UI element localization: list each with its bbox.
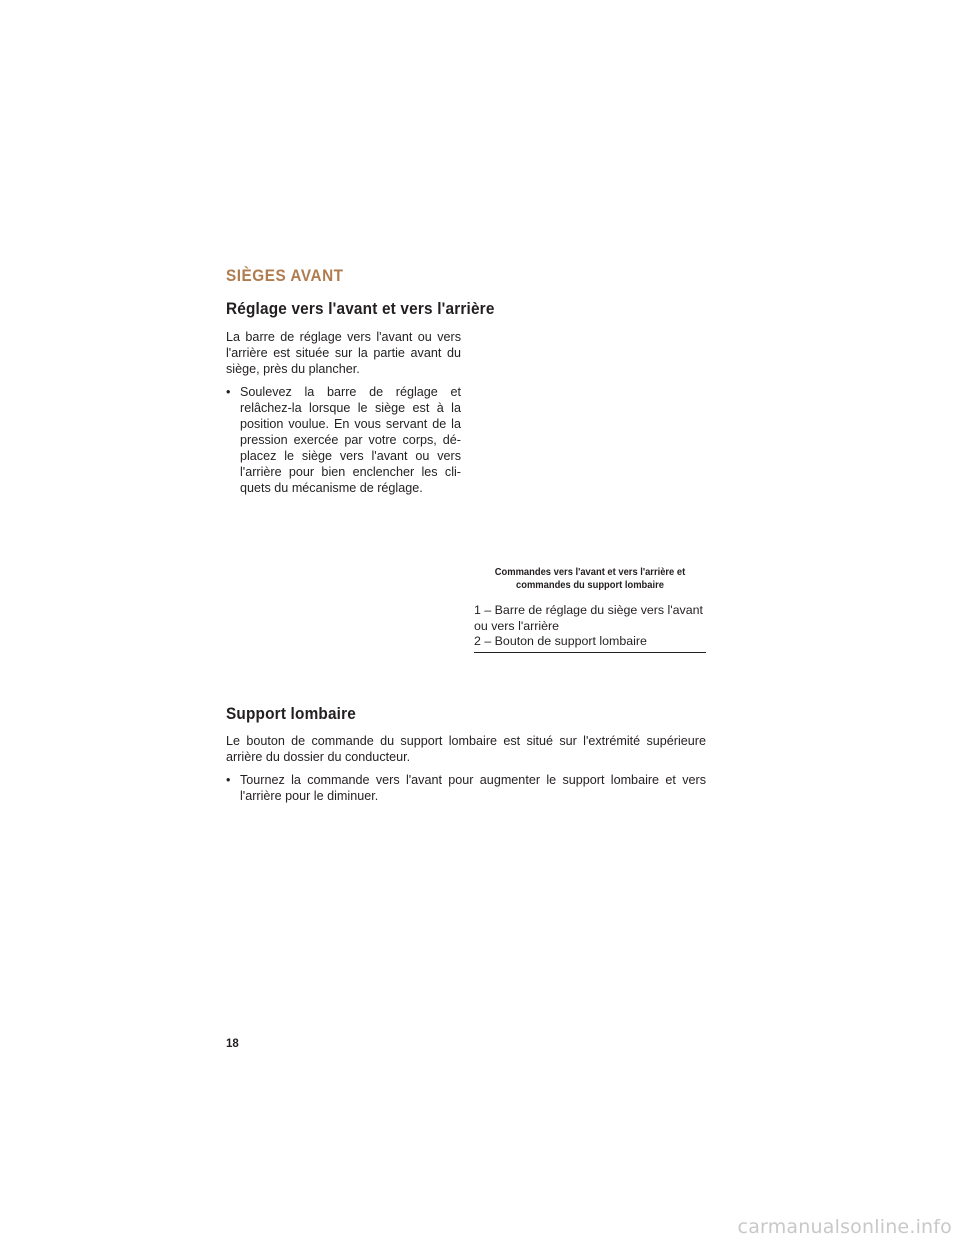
- page-number: 18: [226, 1038, 239, 1050]
- fore-aft-body: [226, 329, 461, 496]
- legend-divider: [474, 652, 706, 653]
- figure-caption: Commandes vers l'avant et vers l'arrière et commandes du support lombaire: [494, 567, 686, 591]
- legend-item-2: 2 – Bouton de support lombaire: [474, 634, 647, 648]
- lumbar-bullet: [226, 772, 706, 804]
- fore-aft-bullet: [226, 384, 461, 496]
- lumbar-bullet-text: Tournez la commande vers l'avant pour augmenter le support lombaire et vers l'arrière pour le diminuer.: [240, 773, 706, 803]
- fore-aft-heading: Réglage vers l'avant et vers l'arrière: [226, 300, 495, 318]
- figure-legend: [474, 603, 706, 650]
- bullet-mark: •: [226, 773, 231, 787]
- bullet-mark: •: [226, 385, 231, 399]
- fore-aft-bullet-text: Soulevez la barre de réglage et relâchez-la lorsque le siège est à la position voulue. En vous servant de la pression exercée par votre corps, dé-placez le siège vers l'avant ou vers l'arrière pour bien enclencher les cli-quets du mécanisme de réglage.: [240, 385, 461, 495]
- lumbar-heading: Support lombaire: [226, 705, 357, 723]
- fore-aft-intro: La barre de réglage vers l'avant ou vers l'arrière est située sur la partie avant du siège, près du plancher.: [226, 330, 461, 376]
- section-title: SIÈGES AVANT: [226, 266, 344, 285]
- lumbar-body: [226, 733, 706, 804]
- watermark: carmanualsonline.info: [737, 1216, 952, 1238]
- legend-item-1: 1 – Barre de réglage du siège vers l'avant ou vers l'arrière: [474, 603, 703, 633]
- lumbar-intro: Le bouton de commande du support lombaire est situé sur l'extrémité supérieure arrière du dossier du conducteur.: [226, 734, 706, 764]
